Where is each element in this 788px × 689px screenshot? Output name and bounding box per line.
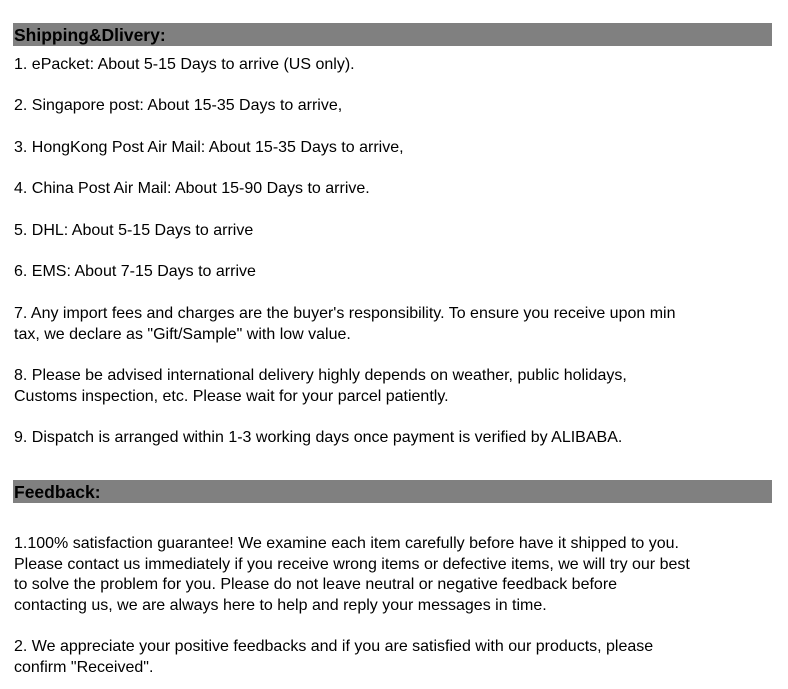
shipping-item-7 [14, 304, 676, 345]
line: 6. EMS: About 7-15 Days to arrive [14, 263, 256, 280]
line: contacting us, we are always here to help and reply your messages in time. [14, 597, 547, 615]
shipping-item-2 [14, 96, 342, 117]
shipping-item-8 [14, 366, 627, 407]
feedback-section-header [13, 480, 772, 503]
feedback-title: Feedback: [14, 482, 101, 502]
shipping-item-6 [14, 262, 256, 283]
line: Customs inspection, etc. Please wait for your parcel patiently. [14, 387, 449, 405]
feedback-item-1 [14, 534, 690, 617]
line: 2. Singapore post: About 15-35 Days to arrive, [14, 97, 343, 114]
line: 8. Please be advised international delivery highly depends on weather, public holidays, [14, 367, 627, 384]
shipping-item-9 [14, 428, 622, 449]
line: tax, we declare as "Gift/Sample" with low value. [14, 325, 351, 343]
line: to solve the problem for you. Please do not leave neutral or negative feedback before [14, 576, 618, 594]
shipping-title: Shipping&Dlivery: [14, 25, 166, 45]
line: 1. ePacket: About 5-15 Days to arrive (US only). [14, 56, 355, 73]
feedback-item-2 [14, 637, 653, 678]
line: 9. Dispatch is arranged within 1-3 working days once payment is verified by ALIBABA. [14, 429, 623, 446]
line: 5. DHL: About 5-15 Days to arrive [14, 222, 254, 239]
shipping-item-1 [14, 55, 355, 76]
line: 4. China Post Air Mail: About 15-90 Days to arrive. [14, 180, 370, 197]
shipping-item-4 [14, 179, 370, 200]
line: confirm "Received". [14, 658, 154, 676]
line: Please contact us immediately if you receive wrong items or defective items, we will try our best [14, 555, 690, 573]
shipping-item-3 [14, 138, 404, 159]
shipping-item-5 [14, 221, 253, 242]
line: 7. Any import fees and charges are the buyer's responsibility. To ensure you receive upon min [14, 305, 676, 322]
line: 1.100% satisfaction guarantee! We examine each item carefully before have it shipped to you. [14, 535, 679, 552]
shipping-section-header [13, 23, 772, 46]
line: 2. We appreciate your positive feedbacks and if you are satisfied with our products, please [14, 638, 654, 655]
line: 3. HongKong Post Air Mail: About 15-35 Days to arrive, [14, 139, 404, 156]
